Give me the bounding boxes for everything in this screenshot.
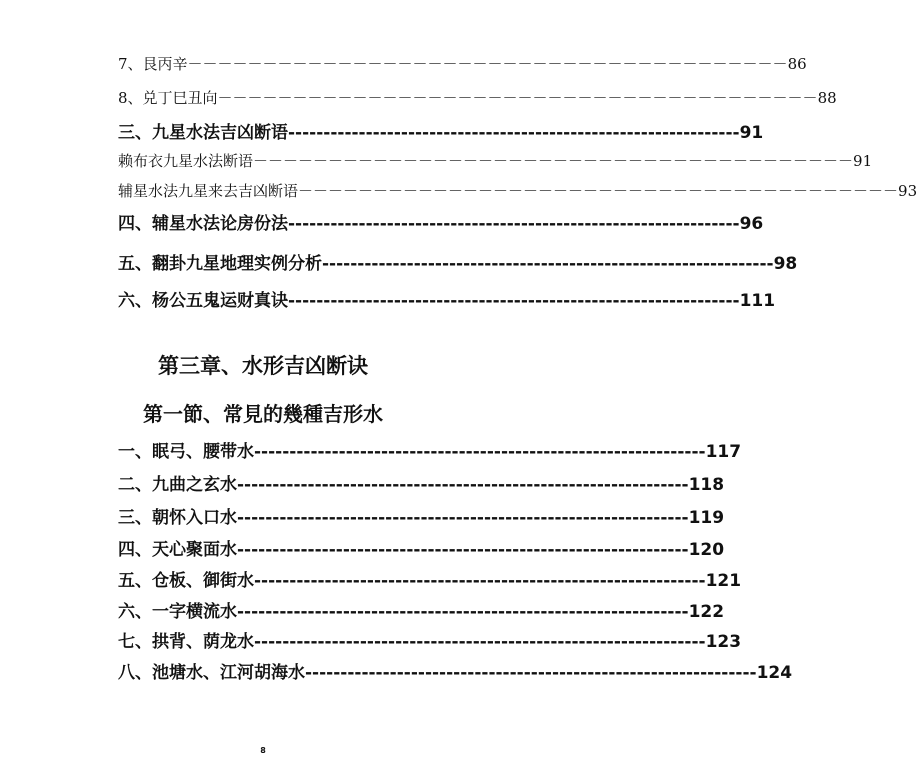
toc-entry-page: 120 bbox=[688, 540, 725, 560]
toc-entry-title: 7、艮丙辛 bbox=[118, 55, 188, 73]
toc-leader: －－－－－－－－－－－－－－－－－－－－－－－－－－－－－－－－－－－－－－－－ bbox=[217, 89, 818, 107]
toc-leader: ---------------------------------------------------------------- bbox=[237, 602, 689, 622]
toc-entry bbox=[118, 658, 793, 683]
toc-entry-title: 8、兑丁巳丑向 bbox=[118, 89, 218, 107]
toc-entry-page: 122 bbox=[688, 602, 725, 622]
toc-leader: －－－－－－－－－－－－－－－－－－－－－－－－－－－－－－－－－－－－－－－－ bbox=[253, 152, 854, 170]
toc-entry-page: 98 bbox=[773, 254, 798, 274]
toc-leader: ---------------------------------------------------------------- bbox=[305, 663, 757, 683]
toc-entry-title: 四、辅星水法论房份法 bbox=[118, 214, 288, 234]
toc-entry-title: 七、拱背、荫龙水 bbox=[118, 632, 254, 652]
toc-entry-page: 88 bbox=[817, 89, 837, 107]
toc-entry-page: 93 bbox=[898, 182, 917, 200]
toc-leader: ---------------------------------------------------------------- bbox=[254, 442, 706, 462]
page-number: 8 bbox=[260, 746, 266, 755]
toc-entry-title: 四、天心聚面水 bbox=[118, 540, 237, 560]
toc-entry-page: 96 bbox=[739, 214, 764, 234]
toc-entry bbox=[118, 53, 807, 74]
toc-leader: ---------------------------------------------------------------- bbox=[322, 254, 774, 274]
toc-leader: ---------------------------------------------------------------- bbox=[254, 632, 706, 652]
toc-entry-title: 一、眠弓、腰带水 bbox=[118, 442, 254, 462]
toc-entry-title: 赖布衣九星水法断语 bbox=[118, 152, 254, 170]
toc-entry bbox=[118, 627, 742, 652]
toc-entry bbox=[118, 503, 725, 528]
toc-entry bbox=[118, 286, 776, 311]
toc-entry bbox=[118, 118, 764, 143]
toc-entry bbox=[118, 150, 873, 171]
section-title: 第一節、常見的幾種吉形水 bbox=[143, 402, 383, 426]
toc-entry bbox=[118, 180, 917, 201]
toc-entry bbox=[118, 437, 742, 462]
toc-entry bbox=[118, 87, 837, 108]
toc-entry-title: 辅星水法九星来去吉凶断语 bbox=[118, 182, 299, 200]
toc-leader: ---------------------------------------------------------------- bbox=[288, 291, 740, 311]
toc-entry-page: 86 bbox=[787, 55, 807, 73]
toc-entry bbox=[118, 535, 725, 560]
toc-entry-page: 111 bbox=[739, 291, 776, 311]
toc-entry-title: 六、一字横流水 bbox=[118, 602, 237, 622]
toc-entry-page: 117 bbox=[705, 442, 742, 462]
toc-entry bbox=[118, 566, 742, 591]
toc-entry-title: 八、池塘水、江河胡海水 bbox=[118, 663, 305, 683]
toc-entry-page: 123 bbox=[705, 632, 742, 652]
toc-leader: ---------------------------------------------------------------- bbox=[254, 571, 706, 591]
toc-entry bbox=[118, 209, 764, 234]
toc-entry bbox=[118, 597, 725, 622]
toc-entry-page: 121 bbox=[705, 571, 742, 591]
toc-entry bbox=[118, 249, 798, 274]
toc-leader: －－－－－－－－－－－－－－－－－－－－－－－－－－－－－－－－－－－－－－－－ bbox=[187, 55, 788, 73]
toc-entry-page: 91 bbox=[853, 152, 873, 170]
toc-leader: ---------------------------------------------------------------- bbox=[237, 508, 689, 528]
toc-entry-page: 124 bbox=[756, 663, 793, 683]
toc-entry-title: 五、仓板、御街水 bbox=[118, 571, 254, 591]
toc-entry-title: 三、九星水法吉凶断语 bbox=[118, 123, 288, 143]
toc-entry-title: 三、朝怀入口水 bbox=[118, 508, 237, 528]
chapter-title: 第三章、水形吉凶断诀 bbox=[158, 354, 368, 378]
toc-entry-title: 五、翻卦九星地理实例分析 bbox=[118, 254, 322, 274]
toc-leader: ---------------------------------------------------------------- bbox=[288, 123, 740, 143]
toc-entry bbox=[118, 470, 725, 495]
toc-entry-title: 六、杨公五鬼运财真诀 bbox=[118, 291, 288, 311]
toc-leader: －－－－－－－－－－－－－－－－－－－－－－－－－－－－－－－－－－－－－－－－ bbox=[298, 182, 899, 200]
toc-leader: ---------------------------------------------------------------- bbox=[288, 214, 740, 234]
toc-leader: ---------------------------------------------------------------- bbox=[237, 540, 689, 560]
toc-leader: ---------------------------------------------------------------- bbox=[237, 475, 689, 495]
toc-entry-page: 118 bbox=[688, 475, 725, 495]
toc-entry-page: 91 bbox=[739, 123, 764, 143]
toc-entry-page: 119 bbox=[688, 508, 725, 528]
toc-entry-title: 二、九曲之玄水 bbox=[118, 475, 237, 495]
